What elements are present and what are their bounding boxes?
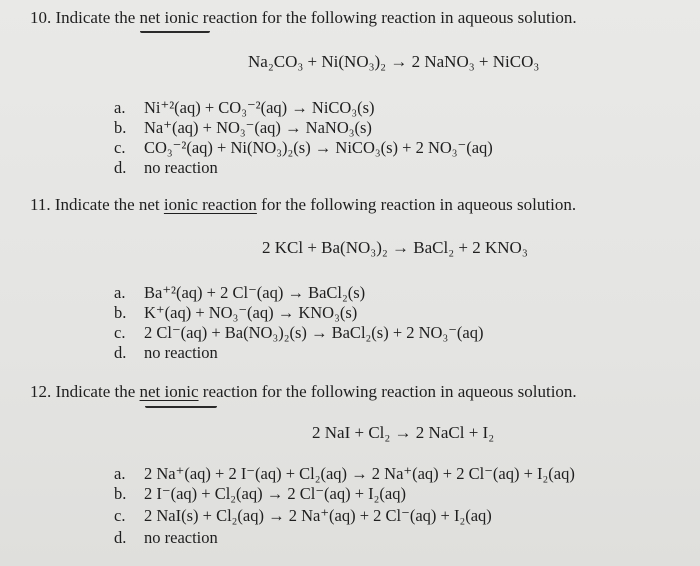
- choice-a[interactable]: [114, 464, 575, 484]
- choice-label: a.: [114, 464, 126, 483]
- choice-a[interactable]: [114, 98, 375, 118]
- choice-b[interactable]: [114, 484, 406, 504]
- choice-d[interactable]: [114, 343, 218, 363]
- choice-c[interactable]: [114, 138, 493, 158]
- question-10-prompt: [30, 8, 577, 28]
- prompt-text: for the following reaction in aqueous solution.: [256, 195, 577, 214]
- choice-text: no reaction: [144, 528, 218, 547]
- choice-text: 2 Na⁺(aq) + 2 I⁻(aq) + Cl₂(aq) → 2 Na⁺(aq) + 2 Cl⁻(aq) + I₂(aq): [144, 464, 575, 483]
- highlighted-term: net ionic: [139, 8, 199, 27]
- pen-underline-mark: [145, 403, 217, 408]
- prompt-text: reaction for the following reaction in aqueous solution.: [198, 382, 577, 401]
- question-number: 11.: [30, 195, 51, 214]
- choice-label: a.: [114, 283, 126, 302]
- choice-text: no reaction: [144, 158, 218, 177]
- prompt-text: Indicate the net: [54, 195, 164, 214]
- choice-text: 2 Cl⁻(aq) + Ba(NO₃)₂(s) → BaCl₂(s) + 2 NO₃⁻(aq): [144, 323, 484, 342]
- choice-label: b.: [114, 303, 127, 322]
- choice-label: d.: [114, 343, 127, 362]
- prompt-text: Indicate the: [55, 8, 140, 27]
- choice-d[interactable]: [114, 158, 218, 178]
- question-12-equation: 2 NaI + Cl₂ → 2 NaCl + I₂: [312, 423, 495, 442]
- choice-label: d.: [114, 528, 127, 547]
- highlighted-term: ionic reaction: [163, 195, 257, 214]
- choice-label: c.: [114, 506, 126, 525]
- question-number: 12.: [30, 382, 52, 401]
- choice-text: 2 I⁻(aq) + Cl₂(aq) → 2 Cl⁻(aq) + I₂(aq): [144, 484, 406, 503]
- question-12-prompt: [30, 382, 577, 402]
- choice-text: 2 NaI(s) + Cl₂(aq) → 2 Na⁺(aq) + 2 Cl⁻(aq) + I₂(aq): [144, 506, 492, 525]
- highlighted-term: net ionic: [139, 382, 199, 401]
- choice-text: Ba⁺²(aq) + 2 Cl⁻(aq) → BaCl₂(s): [144, 283, 366, 302]
- choice-text: no reaction: [144, 343, 218, 362]
- pen-underline-mark: [140, 28, 210, 33]
- choice-a[interactable]: [114, 283, 365, 303]
- choice-b[interactable]: [114, 303, 357, 323]
- choice-text: Na⁺(aq) + NO₃⁻(aq) → NaNO₃(s): [144, 118, 372, 137]
- choice-label: a.: [114, 98, 126, 117]
- choice-c[interactable]: [114, 506, 492, 526]
- question-10-equation: Na₂CO₃ + Ni(NO₃)₂ → 2 NaNO₃ + NiCO₃: [248, 52, 540, 71]
- question-11-equation: 2 KCl + Ba(NO₃)₂ → BaCl₂ + 2 KNO₃: [262, 238, 528, 257]
- choice-d[interactable]: [114, 528, 218, 548]
- choice-label: c.: [114, 138, 126, 157]
- question-11-prompt: [30, 195, 576, 215]
- choice-c[interactable]: [114, 323, 483, 343]
- prompt-text: reaction for the following reaction in aqueous solution.: [198, 8, 577, 27]
- choice-text: K⁺(aq) + NO₃⁻(aq) → KNO₃(s): [144, 303, 358, 322]
- choice-label: c.: [114, 323, 126, 342]
- choice-text: Ni⁺²(aq) + CO₃⁻²(aq) → NiCO₃(s): [144, 98, 375, 117]
- choice-label: b.: [114, 118, 127, 137]
- choice-b[interactable]: [114, 118, 372, 138]
- question-number: 10.: [30, 8, 52, 27]
- choice-label: d.: [114, 158, 127, 177]
- prompt-text: Indicate the: [55, 382, 140, 401]
- choice-text: CO₃⁻²(aq) + Ni(NO₃)₂(s) → NiCO₃(s) + 2 NO₃⁻(aq): [144, 138, 493, 157]
- choice-label: b.: [114, 484, 127, 503]
